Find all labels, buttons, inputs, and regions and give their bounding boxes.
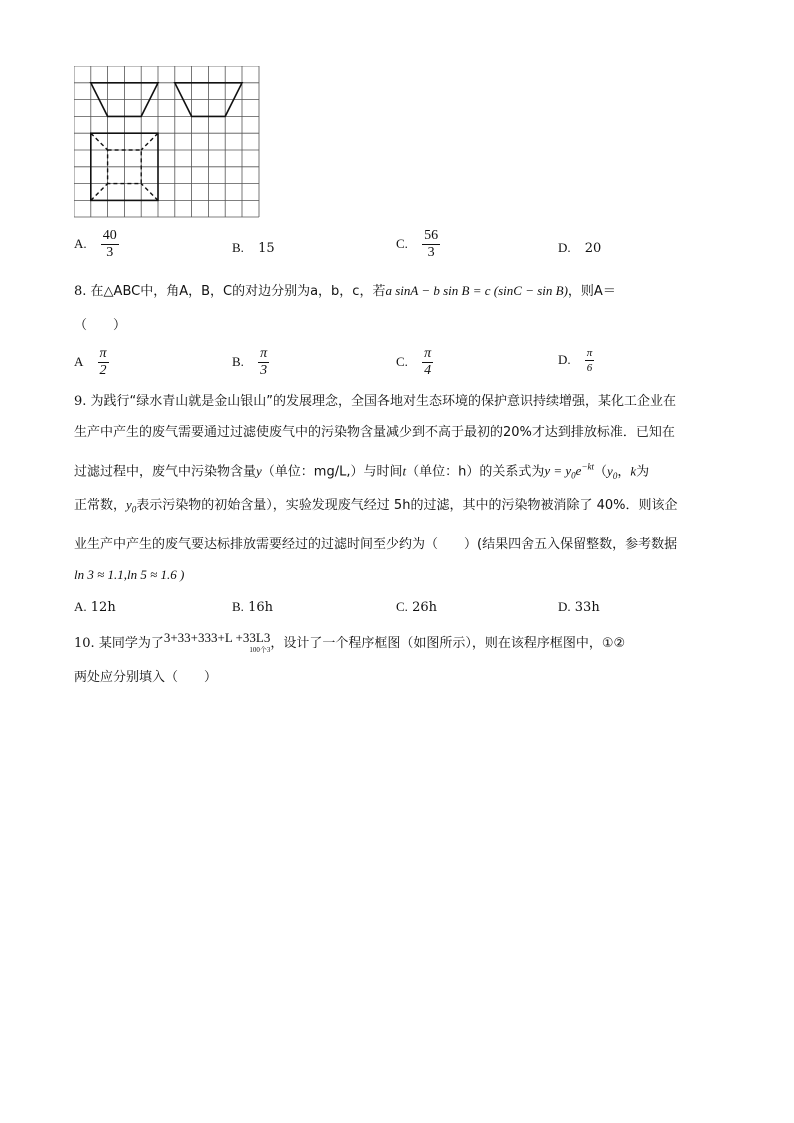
q9-text: 过滤过程中，废气中污染物含量 <box>74 464 257 480</box>
q8-stem <box>74 282 616 301</box>
denominator: 3 <box>260 363 268 378</box>
q9-text: 为践行“绿水青山就是金山银山”的发展理念，全国各地对生态环境的保护意识持续增强，某化工企业在 <box>90 394 677 409</box>
option-label: B. <box>232 240 244 255</box>
fraction <box>585 346 595 375</box>
fraction <box>258 346 269 379</box>
numerator: π <box>260 346 268 361</box>
q10-line-2: 两处应分别填入（ ） <box>74 670 218 685</box>
q7-option-a <box>74 228 119 261</box>
q8-stem-prefix: 在△ABC中，角A，B，C的对边分别为a，b，c，若 <box>90 284 386 299</box>
option-value: 16h <box>248 600 273 615</box>
question-number: 10. <box>74 636 95 651</box>
option-label: D. <box>558 599 571 614</box>
variable-t: t <box>402 463 407 479</box>
option-label: D. <box>558 240 571 255</box>
underbrace-label: 100个3 <box>249 646 271 654</box>
q9-option-c <box>396 598 437 617</box>
option-label: A <box>74 354 84 369</box>
q9-text: 为 <box>636 464 650 480</box>
q9-formula <box>544 462 595 481</box>
q8-option-b <box>232 346 269 379</box>
option-label: C. <box>396 354 408 369</box>
variable-y: y <box>256 463 262 479</box>
fraction <box>422 346 433 379</box>
question-number: 9. <box>74 394 87 409</box>
option-label: B. <box>232 599 244 614</box>
sum-tail: L3 <box>255 630 271 645</box>
option-value: 15 <box>258 241 275 256</box>
variable-k: k <box>630 463 637 479</box>
option-value: 33h <box>574 600 600 615</box>
q9-line-3 <box>74 458 649 485</box>
denominator: 2 <box>99 363 107 378</box>
q9-option-a <box>74 598 116 617</box>
three-view-grid-figure <box>74 66 260 218</box>
q8-option-d <box>558 346 594 375</box>
fraction <box>98 346 109 379</box>
numerator: π <box>586 347 593 359</box>
q9-option-d <box>558 598 600 617</box>
denominator: 4 <box>424 363 432 378</box>
q8-answer-paren: （ ） <box>74 318 127 333</box>
q10-text: 某同学为了 <box>98 636 164 651</box>
variable-y0: y <box>607 463 613 479</box>
formula-lhs: y = y <box>544 463 572 479</box>
q9-line-2: 生产中产生的废气需要通过过滤使废气中的污染物含量减少到不高于最初的20%才达到排放标准．已知在 <box>74 425 675 440</box>
q7-option-c <box>396 228 440 261</box>
q9-line-4 <box>74 496 677 519</box>
option-label: A. <box>74 599 87 614</box>
subscript: 0 <box>612 470 618 481</box>
q9-line-6: ln 3 ≈ 1.1,ln 5 ≈ 1.6 ) <box>74 567 185 582</box>
q9-line-1 <box>74 393 676 411</box>
q7-option-d <box>558 239 601 258</box>
formula-subscript: 0 <box>571 470 576 481</box>
denominator: 6 <box>586 362 593 374</box>
q8-equation: a sinA − b sin B = c (sinC − sin B) <box>385 283 568 298</box>
option-label: B. <box>232 354 244 369</box>
q9-line-5: 业生产中产生的废气要达标排放需要经过的过滤时间至少约为（ ）(结果四舍五入保留整数，参考数据 <box>74 537 678 552</box>
q9-text: （单位：h）的关系式为 <box>406 464 545 480</box>
q10-sum-expression <box>163 629 271 654</box>
q9-text: （单位：mg/L,）与时间 <box>261 464 403 480</box>
fraction <box>101 228 119 261</box>
question-number: 8. <box>74 284 87 299</box>
q9-text: （ <box>594 464 608 480</box>
option-label: C. <box>396 599 408 614</box>
q10-text: ，设计了一个程序框图（如图所示），则在该程序框图中，①② <box>270 636 626 651</box>
sum-expression: 3+33+333+L +33 <box>163 630 256 645</box>
q7-option-b <box>232 239 275 258</box>
denominator: 3 <box>106 245 114 260</box>
formula-base: e <box>575 463 582 479</box>
q9-option-b <box>232 598 273 617</box>
q10-line-1 <box>74 630 626 654</box>
subscript: 0 <box>131 504 137 515</box>
grid-lines <box>74 66 259 217</box>
q8-option-c <box>396 346 433 379</box>
fraction <box>422 228 440 261</box>
numerator: 56 <box>424 228 439 243</box>
option-value: 20 <box>584 241 602 256</box>
option-value: 26h <box>412 600 437 615</box>
formula-exponent: −kt <box>581 462 595 472</box>
option-label: A. <box>74 236 87 251</box>
option-value: 12h <box>90 600 116 615</box>
numerator: π <box>99 346 107 361</box>
option-label: C. <box>396 236 408 251</box>
q8-stem-suffix: ，则A＝ <box>567 284 616 299</box>
denominator: 3 <box>427 245 435 260</box>
option-label: D. <box>558 352 571 367</box>
q9-text: 正常数， <box>74 498 127 513</box>
numerator: π <box>424 346 432 361</box>
numerator: 40 <box>102 228 117 243</box>
variable-y0: y <box>126 497 132 512</box>
q9-text: 表示污染物的初始含量），实验发现废气经过 5h的过滤，其中的污染物被消除了 40%．则该企 <box>136 498 678 513</box>
q8-option-a <box>74 346 109 379</box>
q9-text: ， <box>617 464 631 480</box>
